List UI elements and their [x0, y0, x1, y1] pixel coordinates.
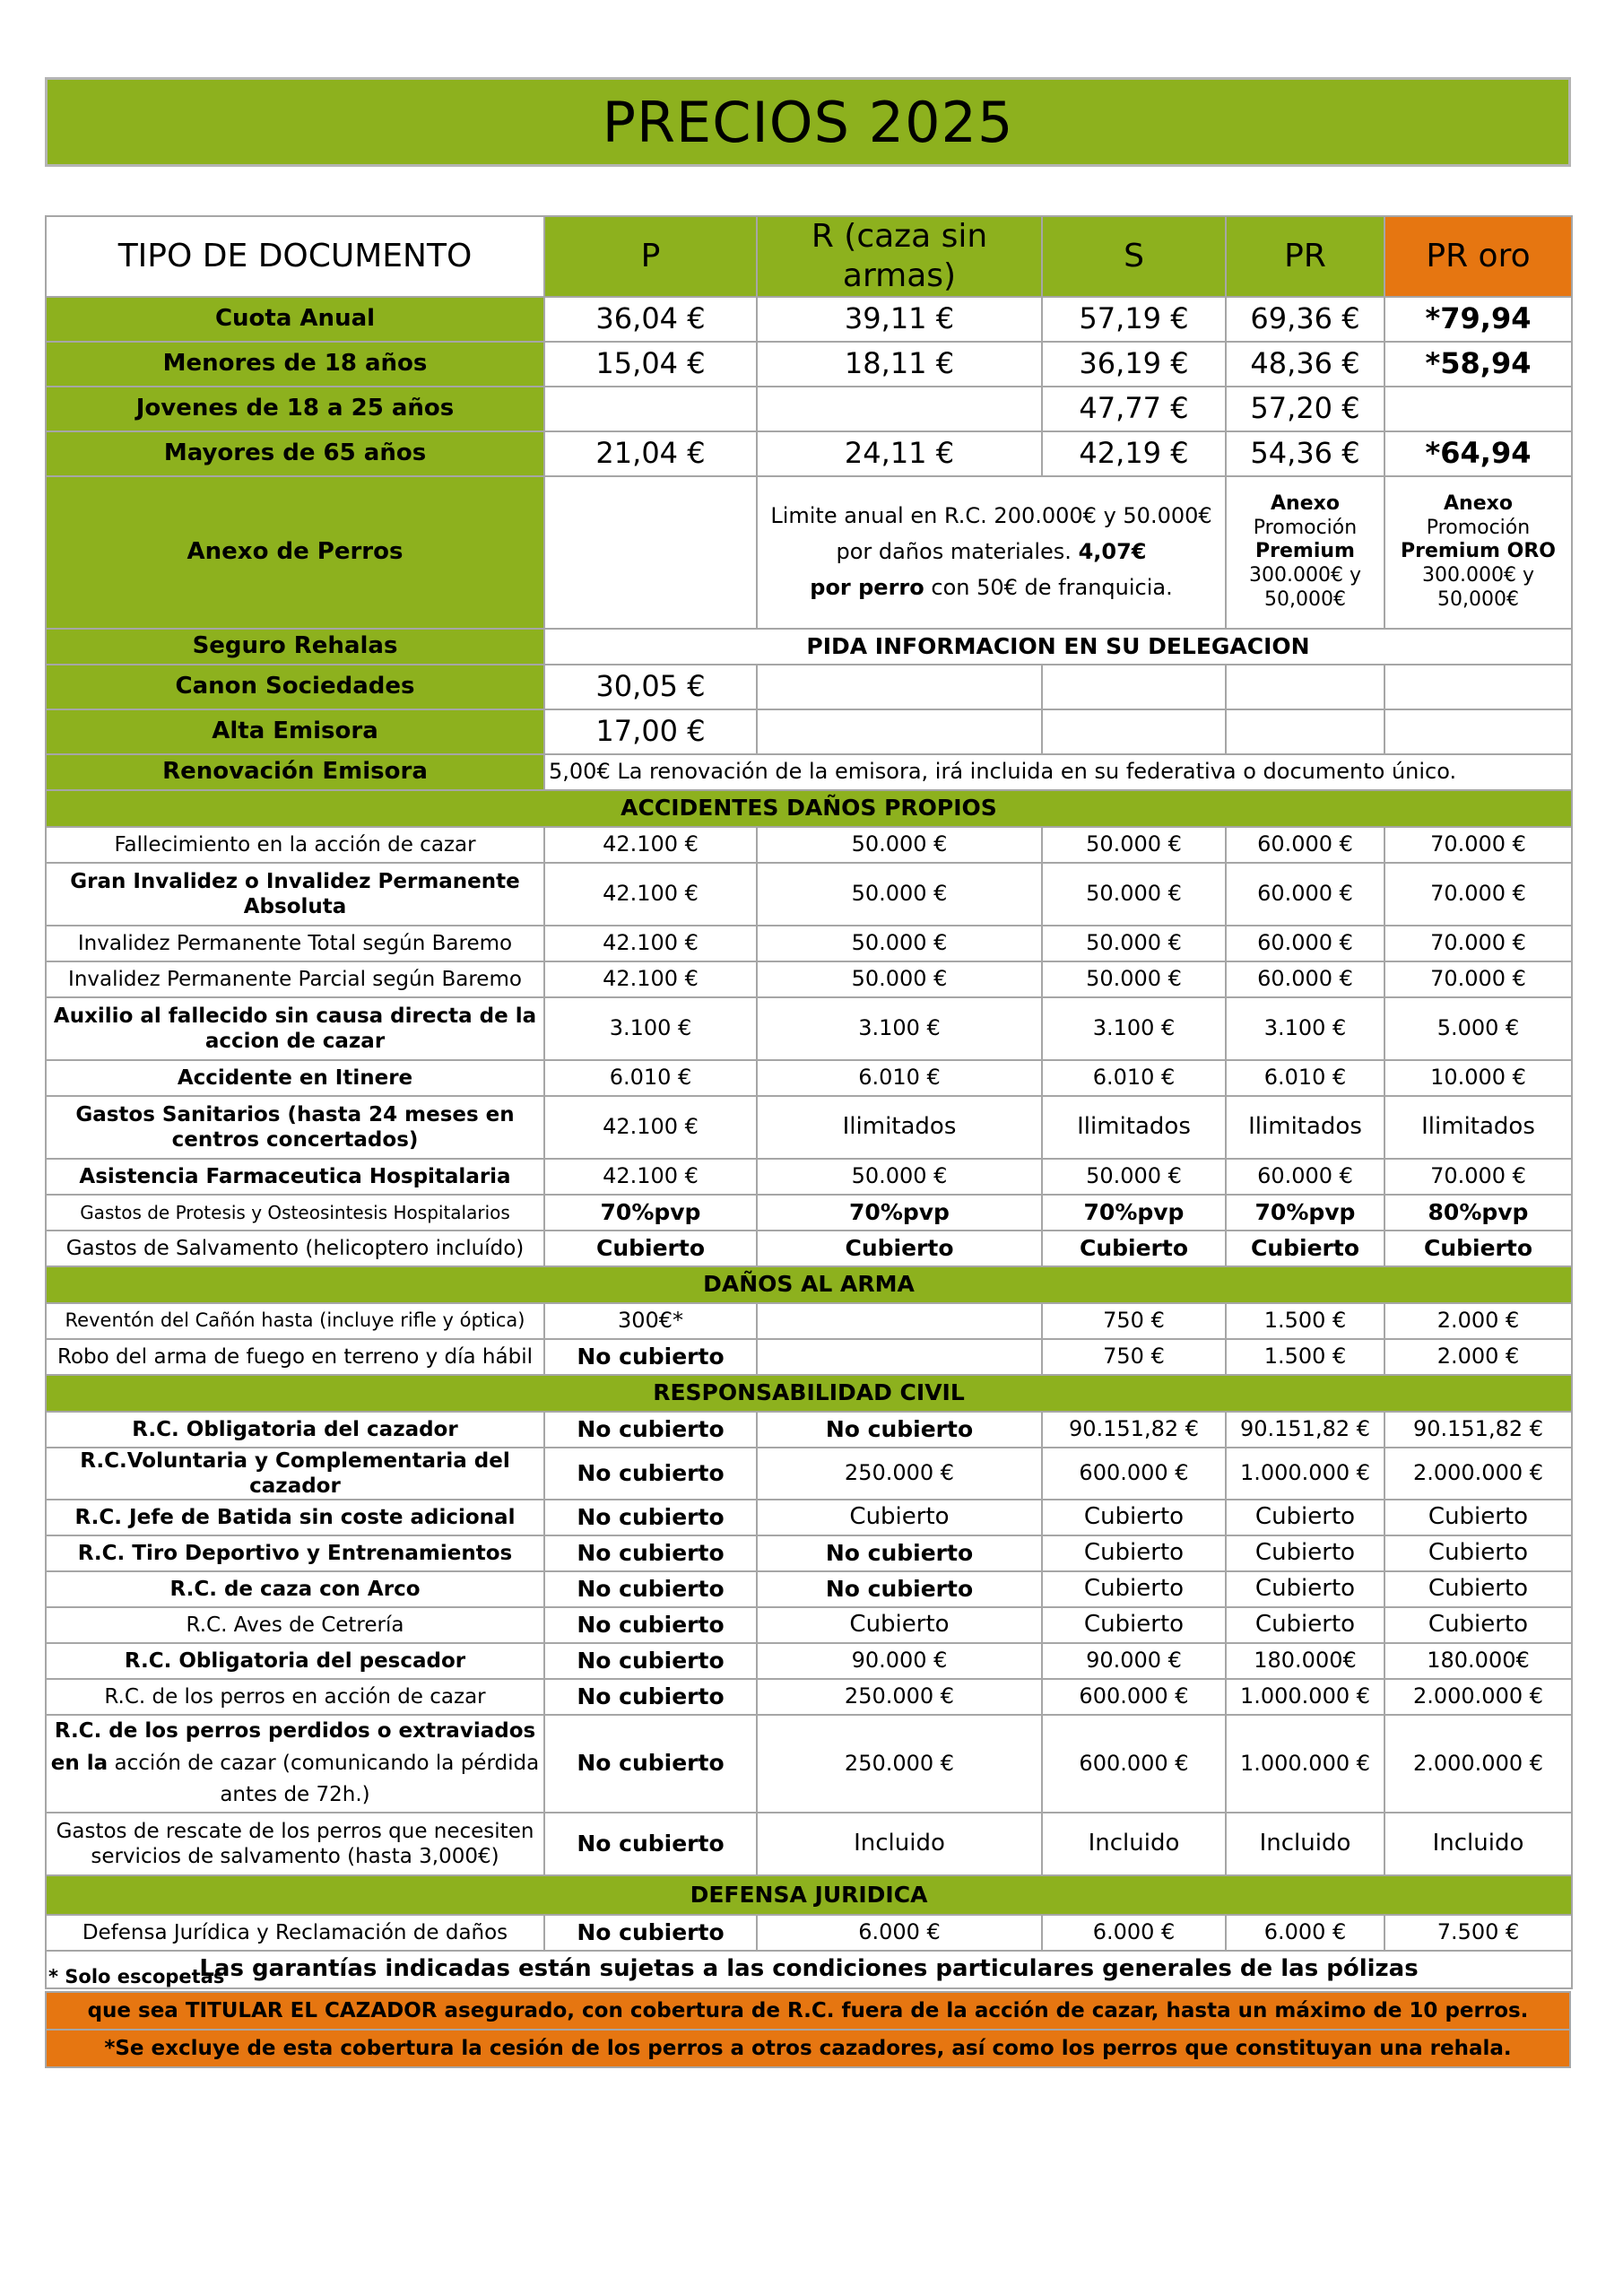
row-value: 60.000 € — [1226, 926, 1384, 961]
alta-value: 17,00 € — [544, 709, 757, 754]
section-rc — [46, 1375, 1572, 1412]
row-value: 42.100 € — [544, 926, 757, 961]
table-row — [46, 997, 1572, 1060]
section-title: ACCIDENTES DAÑOS PROPIOS — [46, 790, 1572, 827]
row-value: 250.000 € — [757, 1715, 1042, 1813]
section-defensa — [46, 1875, 1572, 1915]
row-label: Gran Invalidez o Invalidez Permanente Absoluta — [46, 863, 544, 926]
row-label: Fallecimiento en la acción de cazar — [46, 827, 544, 863]
row-value: No cubierto — [544, 1679, 757, 1715]
row-value: 50.000 € — [1042, 863, 1226, 926]
row-label: Invalidez Permanente Parcial según Baremo — [46, 961, 544, 997]
price-cell: 69,36 € — [1226, 297, 1384, 342]
price-cell: *79,94 — [1384, 297, 1572, 342]
row-value: 80%pvp — [1384, 1195, 1572, 1231]
row-value: Ilimitados — [1384, 1096, 1572, 1159]
anexo-text-2: con 50€ de franquicia. — [931, 574, 1173, 600]
row-value: 42.100 € — [544, 863, 757, 926]
price-cell: *64,94 — [1384, 431, 1572, 476]
row-value: 250.000 € — [757, 1448, 1042, 1500]
row-value: Cubierto — [757, 1500, 1042, 1535]
row-value: No cubierto — [544, 1448, 757, 1500]
row-label: Accidente en Itinere — [46, 1060, 544, 1096]
anexo-text-1: Limite anual en R.C. 200.000€ y 50.000€ por daños materiales. — [770, 503, 1212, 565]
price-cell — [757, 387, 1042, 431]
row-value: 2.000.000 € — [1384, 1679, 1572, 1715]
row-value: 70.000 € — [1384, 1159, 1572, 1195]
row-label — [46, 1715, 544, 1813]
row-value: Incluido — [1384, 1813, 1572, 1875]
row-value: Incluido — [1226, 1813, 1384, 1875]
row-value: 50.000 € — [1042, 926, 1226, 961]
row-value: 3.100 € — [757, 997, 1042, 1060]
renovacion-label: Renovación Emisora — [46, 754, 544, 790]
canon-label: Canon Sociedades — [46, 665, 544, 709]
anexo-premium — [1226, 476, 1384, 629]
price-label: Cuota Anual — [46, 297, 544, 342]
price-cell: 57,20 € — [1226, 387, 1384, 431]
conditions-row — [46, 1951, 1572, 1988]
row-value: Ilimitados — [1042, 1096, 1226, 1159]
section-arma — [46, 1266, 1572, 1303]
row-value: Cubierto — [1042, 1500, 1226, 1535]
row-value: 1.000.000 € — [1226, 1679, 1384, 1715]
price-cell: 54,36 € — [1226, 431, 1384, 476]
row-value: 70%pvp — [544, 1195, 757, 1231]
row-value: 2.000 € — [1384, 1339, 1572, 1375]
table-row — [46, 1303, 1572, 1339]
row-value: 70%pvp — [1226, 1195, 1384, 1231]
row-value: 6.000 € — [1042, 1915, 1226, 1951]
row-label: R.C. Jefe de Batida sin coste adicional — [46, 1500, 544, 1535]
row-value: 50.000 € — [757, 961, 1042, 997]
row-value: 6.010 € — [757, 1060, 1042, 1096]
row-value: Cubierto — [1226, 1231, 1384, 1266]
row-value: Cubierto — [544, 1231, 757, 1266]
row-label: Asistencia Farmaceutica Hospitalaria — [46, 1159, 544, 1195]
row-value: No cubierto — [544, 1915, 757, 1951]
row-value: 70.000 € — [1384, 961, 1572, 997]
footer-line-1: que sea TITULAR EL CAZADOR asegurado, con cobertura de R.C. fuera de la acción de cazar, hasta un máximo de 10 perros. — [46, 1992, 1570, 2030]
price-cell: 18,11 € — [757, 342, 1042, 387]
table-row — [46, 1500, 1572, 1535]
row-label: R.C.Voluntaria y Complementaria del cazador — [46, 1448, 544, 1500]
anexo-oro-l1: Anexo — [1444, 491, 1513, 515]
anexo-oro-l2: Promoción — [1426, 516, 1531, 539]
row-value: 50.000 € — [757, 926, 1042, 961]
row-value: 70.000 € — [1384, 827, 1572, 863]
row-value: 300€* — [544, 1303, 757, 1339]
row-value: 6.000 € — [757, 1915, 1042, 1951]
row-value: 70.000 € — [1384, 926, 1572, 961]
row-value: No cubierto — [544, 1412, 757, 1448]
table-row — [46, 961, 1572, 997]
row-value: Cubierto — [1226, 1500, 1384, 1535]
row-value: No cubierto — [544, 1607, 757, 1643]
anexo-pr-l4: 300.000€ y — [1249, 564, 1361, 587]
row-value: 1.000.000 € — [1226, 1715, 1384, 1813]
row-value: No cubierto — [544, 1535, 757, 1571]
row-value: 90.000 € — [1042, 1643, 1226, 1679]
alta-row — [46, 709, 1572, 754]
row-value: 60.000 € — [1226, 863, 1384, 926]
row-value: Ilimitados — [757, 1096, 1042, 1159]
rehalas-label: Seguro Rehalas — [46, 629, 544, 665]
row-value: 1.000.000 € — [1226, 1448, 1384, 1500]
table-row — [46, 1060, 1572, 1096]
row-value: 1.500 € — [1226, 1339, 1384, 1375]
price-cell: 39,11 € — [757, 297, 1042, 342]
canon-row — [46, 665, 1572, 709]
table-row — [46, 1607, 1572, 1643]
row-value: 70%pvp — [1042, 1195, 1226, 1231]
row-value: Cubierto — [1042, 1231, 1226, 1266]
row-value: 5.000 € — [1384, 997, 1572, 1060]
table-row — [46, 1535, 1572, 1571]
anexo-oro-l3: Premium ORO — [1401, 540, 1556, 563]
table-row — [46, 1096, 1572, 1159]
row-value: 180.000€ — [1226, 1643, 1384, 1679]
row-value: 6.010 € — [544, 1060, 757, 1096]
row-value: Cubierto — [1226, 1607, 1384, 1643]
row-value: 600.000 € — [1042, 1448, 1226, 1500]
row-value: No cubierto — [544, 1500, 757, 1535]
row-value: 10.000 € — [1384, 1060, 1572, 1096]
row-value: 50.000 € — [1042, 961, 1226, 997]
price-cell: 47,77 € — [1042, 387, 1226, 431]
price-cell: 21,04 € — [544, 431, 757, 476]
table-row — [46, 827, 1572, 863]
row-value: 6.010 € — [1042, 1060, 1226, 1096]
row-value: 42.100 € — [544, 827, 757, 863]
table-row — [46, 1715, 1572, 1813]
row-value: Cubierto — [1226, 1535, 1384, 1571]
row-value: Cubierto — [1384, 1607, 1572, 1643]
row-value: 50.000 € — [1042, 1159, 1226, 1195]
row-value: 50.000 € — [1042, 827, 1226, 863]
row-value: 2.000.000 € — [1384, 1715, 1572, 1813]
row-value: Cubierto — [1226, 1571, 1384, 1607]
header-p: P — [544, 216, 757, 297]
row-value: Cubierto — [1384, 1571, 1572, 1607]
row-value: 50.000 € — [757, 1159, 1042, 1195]
anexo-price: 4,07€ — [1078, 539, 1147, 565]
anexo-oro-l5: 50,000€ — [1437, 588, 1519, 612]
anexo-row — [46, 476, 1572, 629]
header-s: S — [1042, 216, 1226, 297]
row-value: No cubierto — [544, 1813, 757, 1875]
row-value: Cubierto — [1042, 1607, 1226, 1643]
price-cell: 36,04 € — [544, 297, 757, 342]
row-label: R.C. de los perros en acción de cazar — [46, 1679, 544, 1715]
row-label: R.C. Obligatoria del cazador — [46, 1412, 544, 1448]
header-tipo: TIPO DE DOCUMENTO — [46, 216, 544, 297]
row-value: Cubierto — [757, 1231, 1042, 1266]
price-cell: 15,04 € — [544, 342, 757, 387]
row-value: Incluido — [1042, 1813, 1226, 1875]
price-label: Menores de 18 años — [46, 342, 544, 387]
table-row — [46, 1339, 1572, 1375]
table-row — [46, 926, 1572, 961]
row-value: 90.000 € — [757, 1643, 1042, 1679]
row-value: Cubierto — [1384, 1535, 1572, 1571]
row-label: Invalidez Permanente Total según Baremo — [46, 926, 544, 961]
row-value: 180.000€ — [1384, 1643, 1572, 1679]
row-value: No cubierto — [757, 1412, 1042, 1448]
price-row-menores — [46, 342, 1572, 387]
row-label: Reventón del Cañón hasta (incluye rifle y óptica) — [46, 1303, 544, 1339]
price-cell: *58,94 — [1384, 342, 1572, 387]
header-pr: PR — [1226, 216, 1384, 297]
row-value: Cubierto — [1384, 1500, 1572, 1535]
footer-row — [46, 1992, 1570, 2030]
table-row — [46, 1195, 1572, 1231]
row-value: 6.010 € — [1226, 1060, 1384, 1096]
header-pr-oro: PR oro — [1384, 216, 1572, 297]
row-value: No cubierto — [544, 1715, 757, 1813]
footnote-solo-escopetas: * Solo escopetas — [48, 1966, 225, 1987]
table-row — [46, 1231, 1572, 1266]
table-row — [46, 1915, 1572, 1951]
row-label: R.C. Obligatoria del pescador — [46, 1643, 544, 1679]
row-value: No cubierto — [757, 1571, 1042, 1607]
price-row-cuota — [46, 297, 1572, 342]
row-value: 2.000 € — [1384, 1303, 1572, 1339]
row-value: 90.151,82 € — [1042, 1412, 1226, 1448]
rehalas-row — [46, 629, 1572, 665]
row-value: 70%pvp — [757, 1195, 1042, 1231]
row-value: 42.100 € — [544, 1159, 757, 1195]
row-value: Incluido — [757, 1813, 1042, 1875]
section-accidentes — [46, 790, 1572, 827]
rehalas-info: PIDA INFORMACION EN SU DELEGACION — [544, 629, 1572, 665]
table-row — [46, 1813, 1572, 1875]
row-label: Gastos Sanitarios (hasta 24 meses en centros concertados) — [46, 1096, 544, 1159]
row-value: No cubierto — [544, 1643, 757, 1679]
header-row — [46, 216, 1572, 297]
price-cell: 36,19 € — [1042, 342, 1226, 387]
conditions-note: Las garantías indicadas están sujetas a las condiciones particulares generales de las pólizas — [46, 1951, 1572, 1988]
row-value: 50.000 € — [757, 863, 1042, 926]
anexo-empty-cell — [544, 476, 757, 629]
table-row — [46, 1412, 1572, 1448]
row-value: 600.000 € — [1042, 1679, 1226, 1715]
price-cell: 57,19 € — [1042, 297, 1226, 342]
alta-label: Alta Emisora — [46, 709, 544, 754]
row-value: 750 € — [1042, 1303, 1226, 1339]
section-title: DAÑOS AL ARMA — [46, 1266, 1572, 1303]
footer-box — [45, 1991, 1571, 2068]
anexo-pr-l3: Premium — [1255, 540, 1355, 563]
row-label-bold: R.C. de los perros perdidos o extraviados en la — [50, 1718, 536, 1775]
table-row — [46, 1679, 1572, 1715]
row-value — [757, 1339, 1042, 1375]
section-title: RESPONSABILIDAD CIVIL — [46, 1375, 1572, 1412]
price-cell — [544, 387, 757, 431]
footer-row — [46, 2030, 1570, 2067]
anexo-per-dog: por perro — [810, 574, 924, 600]
row-value: No cubierto — [544, 1571, 757, 1607]
row-value: No cubierto — [757, 1535, 1042, 1571]
row-label: Gastos de rescate de los perros que necesiten servicios de salvamento (hasta 3,000€) — [46, 1813, 544, 1875]
row-value: 3.100 € — [1226, 997, 1384, 1060]
anexo-pr-l5: 50,000€ — [1264, 588, 1346, 612]
anexo-label: Anexo de Perros — [46, 476, 544, 629]
row-value: 90.151,82 € — [1384, 1412, 1572, 1448]
row-value — [757, 1303, 1042, 1339]
row-value: Cubierto — [1042, 1571, 1226, 1607]
row-value: 70.000 € — [1384, 863, 1572, 926]
row-label: Auxilio al fallecido sin causa directa de la accion de cazar — [46, 997, 544, 1060]
anexo-oro-l4: 300.000€ y — [1422, 564, 1534, 587]
table-row — [46, 1571, 1572, 1607]
table-row — [46, 863, 1572, 926]
row-value: 750 € — [1042, 1339, 1226, 1375]
price-cell: 24,11 € — [757, 431, 1042, 476]
price-cell — [1384, 387, 1572, 431]
price-label: Jovenes de 18 a 25 años — [46, 387, 544, 431]
row-value: 7.500 € — [1384, 1915, 1572, 1951]
row-label: R.C. de caza con Arco — [46, 1571, 544, 1607]
anexo-description — [757, 476, 1226, 629]
row-label: R.C. Aves de Cetrería — [46, 1607, 544, 1643]
row-value: Ilimitados — [1226, 1096, 1384, 1159]
row-value: Cubierto — [1042, 1535, 1226, 1571]
row-value: 90.151,82 € — [1226, 1412, 1384, 1448]
table-row — [46, 1159, 1572, 1195]
row-value: 250.000 € — [757, 1679, 1042, 1715]
price-label: Mayores de 65 años — [46, 431, 544, 476]
row-value: 3.100 € — [1042, 997, 1226, 1060]
row-value: 2.000.000 € — [1384, 1448, 1572, 1500]
anexo-pr-l1: Anexo — [1271, 491, 1340, 515]
table-row — [46, 1448, 1572, 1500]
row-value: 42.100 € — [544, 961, 757, 997]
page-title: PRECIOS 2025 — [45, 77, 1571, 167]
price-row-mayores — [46, 431, 1572, 476]
row-value: 42.100 € — [544, 1096, 757, 1159]
row-value: Cubierto — [757, 1607, 1042, 1643]
renovacion-row — [46, 754, 1572, 790]
row-value: Cubierto — [1384, 1231, 1572, 1266]
row-value: 60.000 € — [1226, 1159, 1384, 1195]
renovacion-text: 5,00€ La renovación de la emisora, irá incluida en su federativa o documento único. — [544, 754, 1572, 790]
row-value: 60.000 € — [1226, 827, 1384, 863]
price-table — [45, 215, 1573, 1989]
row-label: Defensa Jurídica y Reclamación de daños — [46, 1915, 544, 1951]
row-value: No cubierto — [544, 1339, 757, 1375]
price-row-jovenes — [46, 387, 1572, 431]
row-label: Robo del arma de fuego en terreno y día hábil — [46, 1339, 544, 1375]
row-label-rest: acción de cazar (comunicando la pérdida antes de 72h.) — [114, 1751, 540, 1807]
row-label: R.C. Tiro Deportivo y Entrenamientos — [46, 1535, 544, 1571]
anexo-premium-oro — [1384, 476, 1572, 629]
row-value: 6.000 € — [1226, 1915, 1384, 1951]
row-label: Gastos de Salvamento (helicoptero incluído) — [46, 1231, 544, 1266]
footer-line-2: *Se excluye de esta cobertura la cesión de los perros a otros cazadores, así como los perros que constituyan una rehala. — [46, 2030, 1570, 2067]
canon-value: 30,05 € — [544, 665, 757, 709]
row-value: 600.000 € — [1042, 1715, 1226, 1813]
section-title: DEFENSA JURIDICA — [46, 1875, 1572, 1915]
price-cell: 48,36 € — [1226, 342, 1384, 387]
header-r: R (caza sin armas) — [757, 216, 1042, 297]
row-value: 60.000 € — [1226, 961, 1384, 997]
row-label: Gastos de Protesis y Osteosintesis Hospitalarios — [46, 1195, 544, 1231]
row-value: 1.500 € — [1226, 1303, 1384, 1339]
table-row — [46, 1643, 1572, 1679]
anexo-pr-l2: Promoción — [1253, 516, 1358, 539]
price-cell: 42,19 € — [1042, 431, 1226, 476]
row-value: 3.100 € — [544, 997, 757, 1060]
row-value: 50.000 € — [757, 827, 1042, 863]
